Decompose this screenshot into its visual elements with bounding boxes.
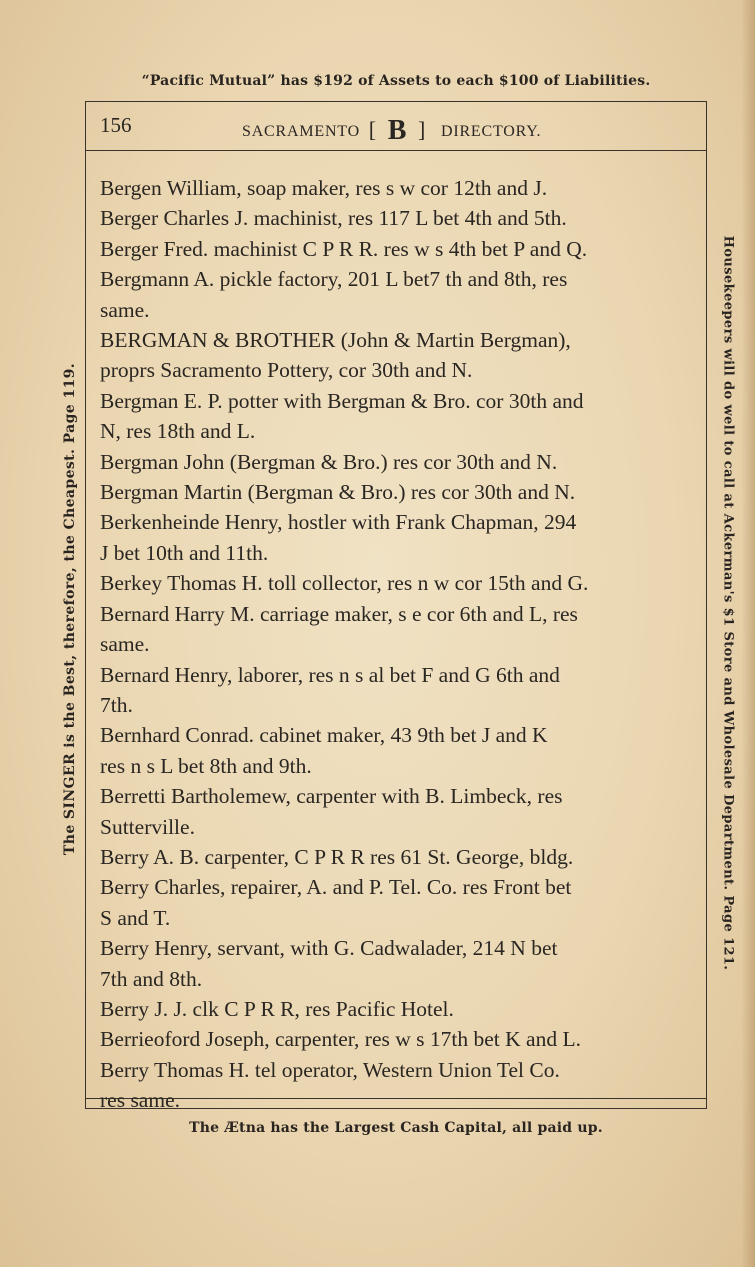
right-margin-advertisement: Housekeepers will do well to call at Ackerman's $1 Store and Wholesale Department. Page 121. [720, 235, 736, 971]
page-number: 156 [100, 113, 132, 137]
running-head-city: SACRAMENTO [242, 123, 360, 140]
entry-line: Bernhard Conrad. cabinet maker, 43 9th bet J and K [100, 723, 548, 748]
directory-entry [100, 568, 698, 598]
directory-entry [100, 720, 698, 781]
entry-line: Bergman John (Bergman & Bro.) res cor 30th and N. [100, 449, 558, 474]
entry-line: Berry A. B. carpenter, C P R R res 61 St. George, bldg. [100, 844, 574, 869]
entry-line: Bergmann A. pickle factory, 201 L bet7 th and 8th, res [100, 267, 568, 292]
entry-line: res n s L bet 8th and 9th. [100, 753, 312, 778]
running-head [242, 112, 541, 144]
entry-line: Berkenheinde Henry, hostler with Frank Chapman, 294 [100, 510, 577, 535]
directory-entry [100, 1055, 698, 1116]
top-advertisement: “Pacific Mutual” has $192 of Assets to each $100 of Liabilities. [141, 73, 651, 89]
directory-entries [100, 173, 698, 1116]
directory-entry [100, 842, 698, 872]
header-rule [85, 150, 707, 151]
entry-line: Berry Charles, repairer, A. and P. Tel. Co. res Front bet [100, 875, 572, 900]
entry-line: BERGMAN & BROTHER (John & Martin Bergman), [100, 328, 571, 353]
bottom-advertisement: The Ætna has the Largest Cash Capital, all paid up. [189, 1120, 603, 1136]
entry-line: Berry Henry, servant, with G. Cadwalader, 214 N bet [100, 936, 558, 961]
entry-line: 7th and 8th. [100, 966, 203, 991]
directory-entry [100, 386, 698, 447]
entry-line: N, res 18th and L. [100, 419, 256, 444]
directory-entry [100, 1024, 698, 1054]
directory-entry [100, 994, 698, 1024]
entry-line: Berkey Thomas H. toll collector, res n w cor 15th and G. [100, 571, 589, 596]
entry-line: res same. [100, 1088, 180, 1113]
directory-entry [100, 447, 698, 477]
entry-line: Sutterville. [100, 814, 195, 839]
entry-line: J bet 10th and 11th. [100, 540, 269, 565]
entry-line: Berrieoford Joseph, carpenter, res w s 17th bet K and L. [100, 1027, 581, 1052]
entry-line: Bergman Martin (Bergman & Bro.) res cor 30th and N. [100, 480, 576, 505]
entry-line: Bernard Harry M. carriage maker, s e cor 6th and L, res [100, 601, 578, 626]
directory-entry [100, 264, 698, 325]
directory-entry [100, 933, 698, 994]
entry-line: Berry J. J. clk C P R R, res Pacific Hotel. [100, 996, 454, 1021]
directory-entry [100, 660, 698, 721]
left-margin-advertisement: The SINGER is the Best, therefore, the Cheapest. Page 119. [62, 362, 78, 856]
directory-entry [100, 599, 698, 660]
directory-entry [100, 507, 698, 568]
entry-line: Bergman E. P. potter with Bergman & Bro. cor 30th and [100, 388, 584, 413]
entry-line: Bernard Henry, laborer, res n s al bet F and G 6th and [100, 662, 560, 687]
entry-line: S and T. [100, 905, 171, 930]
entry-line: proprs Sacramento Pottery, cor 30th and N. [100, 358, 473, 383]
directory-entry [100, 234, 698, 264]
entry-line: Berger Fred. machinist C P R R. res w s 4th bet P and Q. [100, 236, 588, 261]
entry-line: Berger Charles J. machinist, res 117 L bet 4th and 5th. [100, 206, 567, 231]
entry-line: same. [100, 632, 150, 657]
directory-entry [100, 781, 698, 842]
directory-entry [100, 477, 698, 507]
directory-entry [100, 325, 698, 386]
page-edge-shadow [741, 0, 755, 1267]
running-head-bracket-close: ] [418, 117, 427, 142]
directory-entry [100, 872, 698, 933]
running-head-letter: B [387, 115, 408, 146]
entry-line: same. [100, 297, 150, 322]
running-head-section: DIRECTORY. [440, 123, 542, 140]
entry-line: Berretti Bartholemew, carpenter with B. Limbeck, res [100, 784, 563, 809]
entry-line: Bergen William, soap maker, res s w cor 12th and J. [100, 176, 548, 200]
directory-entry [100, 203, 698, 233]
entry-line: Berry Thomas H. tel operator, Western Union Tel Co. [100, 1057, 560, 1082]
running-head-bracket-open: [ [368, 117, 377, 142]
directory-entry [100, 173, 698, 203]
entry-line: 7th. [100, 692, 133, 717]
